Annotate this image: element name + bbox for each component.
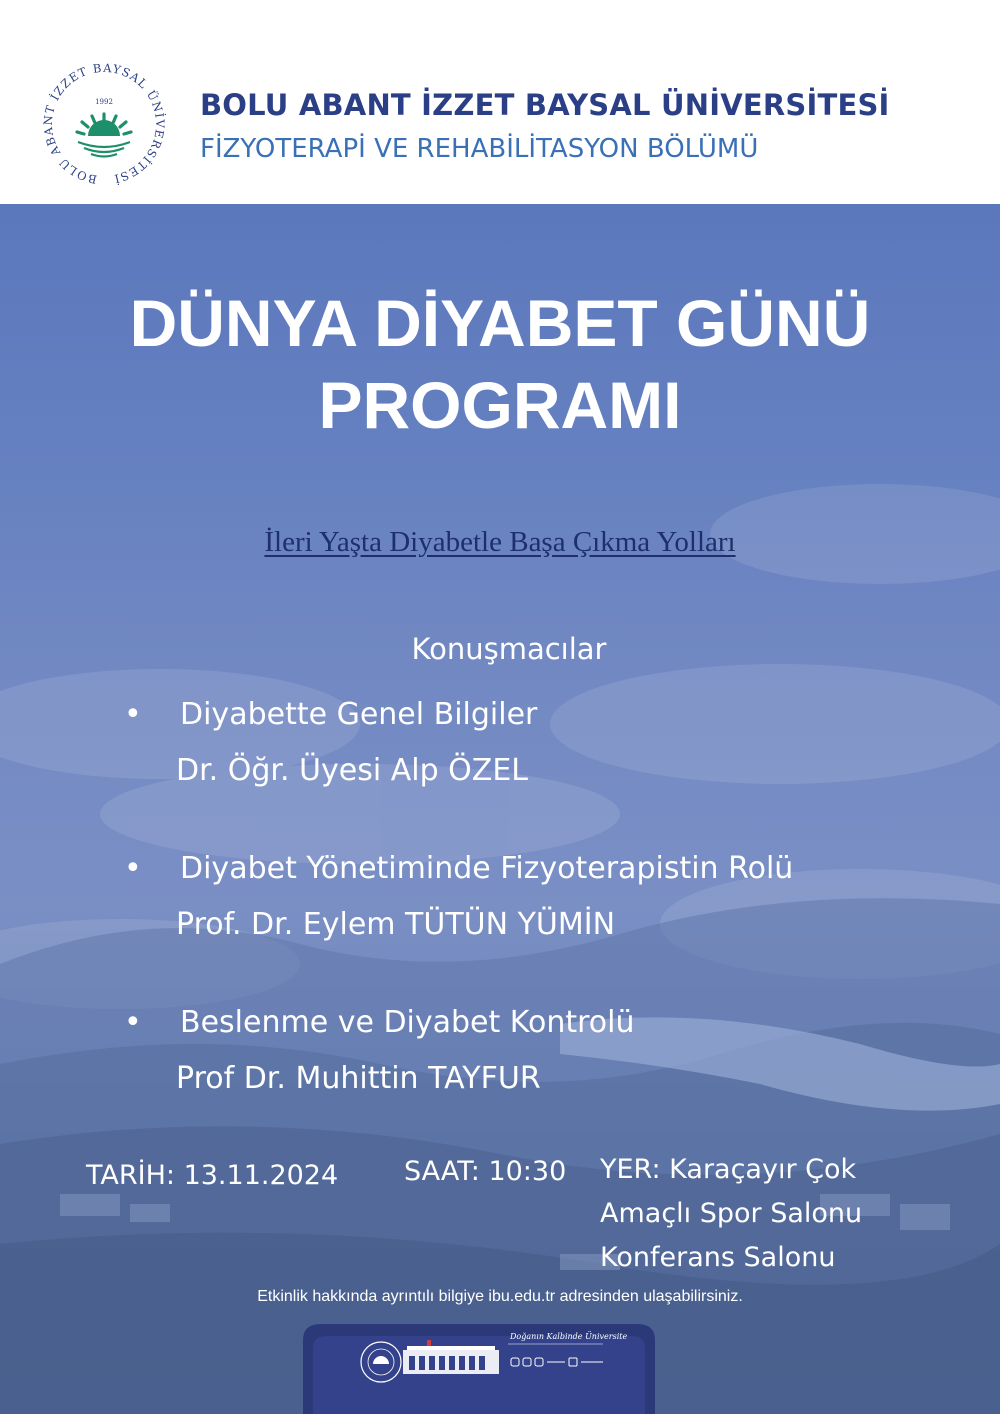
program-speaker: Prof. Dr. Eylem TÜTÜN YÜMİN [176, 907, 616, 942]
svg-text:1992: 1992 [95, 98, 113, 106]
header [0, 0, 1000, 204]
program-topic: Diyabet Yönetiminde Fizyoterapistin Rolü [180, 851, 794, 886]
event-title-line2: PROGRAMI [318, 368, 682, 442]
program-topic: Beslenme ve Diyabet Kontrolü [180, 1005, 635, 1040]
contact-note: Etkinlik hakkında ayrıntılı bilgiye ibu.edu.tr adresinden ulaşabilirsiniz. [257, 1288, 743, 1305]
program-speaker: Prof Dr. Muhittin TAYFUR [176, 1061, 541, 1096]
university-seal-logo [40, 58, 168, 192]
bullet: • [124, 1005, 142, 1040]
event-place [600, 1148, 862, 1280]
event-place-line2: Amaçlı Spor Salonu [600, 1198, 863, 1229]
event-subtitle: İleri Yaşta Diyabetle Başa Çıkma Yolları [264, 526, 736, 558]
svg-text:BOLU ABANT İZZET BAYSAL ÜNİVER: BOLU ABANT İZZET BAYSAL ÜNİVERSİTESİ [40, 60, 168, 187]
event-time: SAAT: 10:30 [404, 1156, 567, 1187]
bullet: • [124, 697, 142, 732]
bullet: • [124, 851, 142, 886]
program-speaker: Dr. Öğr. Üyesi Alp ÖZEL [176, 753, 529, 788]
event-title-line1: DÜNYA DİYABET GÜNÜ [129, 286, 871, 360]
program-topic: Diyabette Genel Bilgiler [180, 697, 538, 732]
department-name: FİZYOTERAPİ VE REHABİLİTASYON BÖLÜMÜ [200, 134, 759, 164]
poster [0, 204, 1000, 1414]
footer-slogan: Doğanın Kalbinde Üniversite [510, 1332, 628, 1341]
event-place-line3: Konferans Salonu [600, 1242, 836, 1273]
event-place-line1: YER: Karaçayır Çok [600, 1154, 857, 1185]
event-date: TARİH: 13.11.2024 [86, 1160, 339, 1191]
speakers-heading: Konuşmacılar [411, 632, 607, 666]
university-name: BOLU ABANT İZZET BAYSAL ÜNİVERSİTESİ [200, 88, 890, 122]
